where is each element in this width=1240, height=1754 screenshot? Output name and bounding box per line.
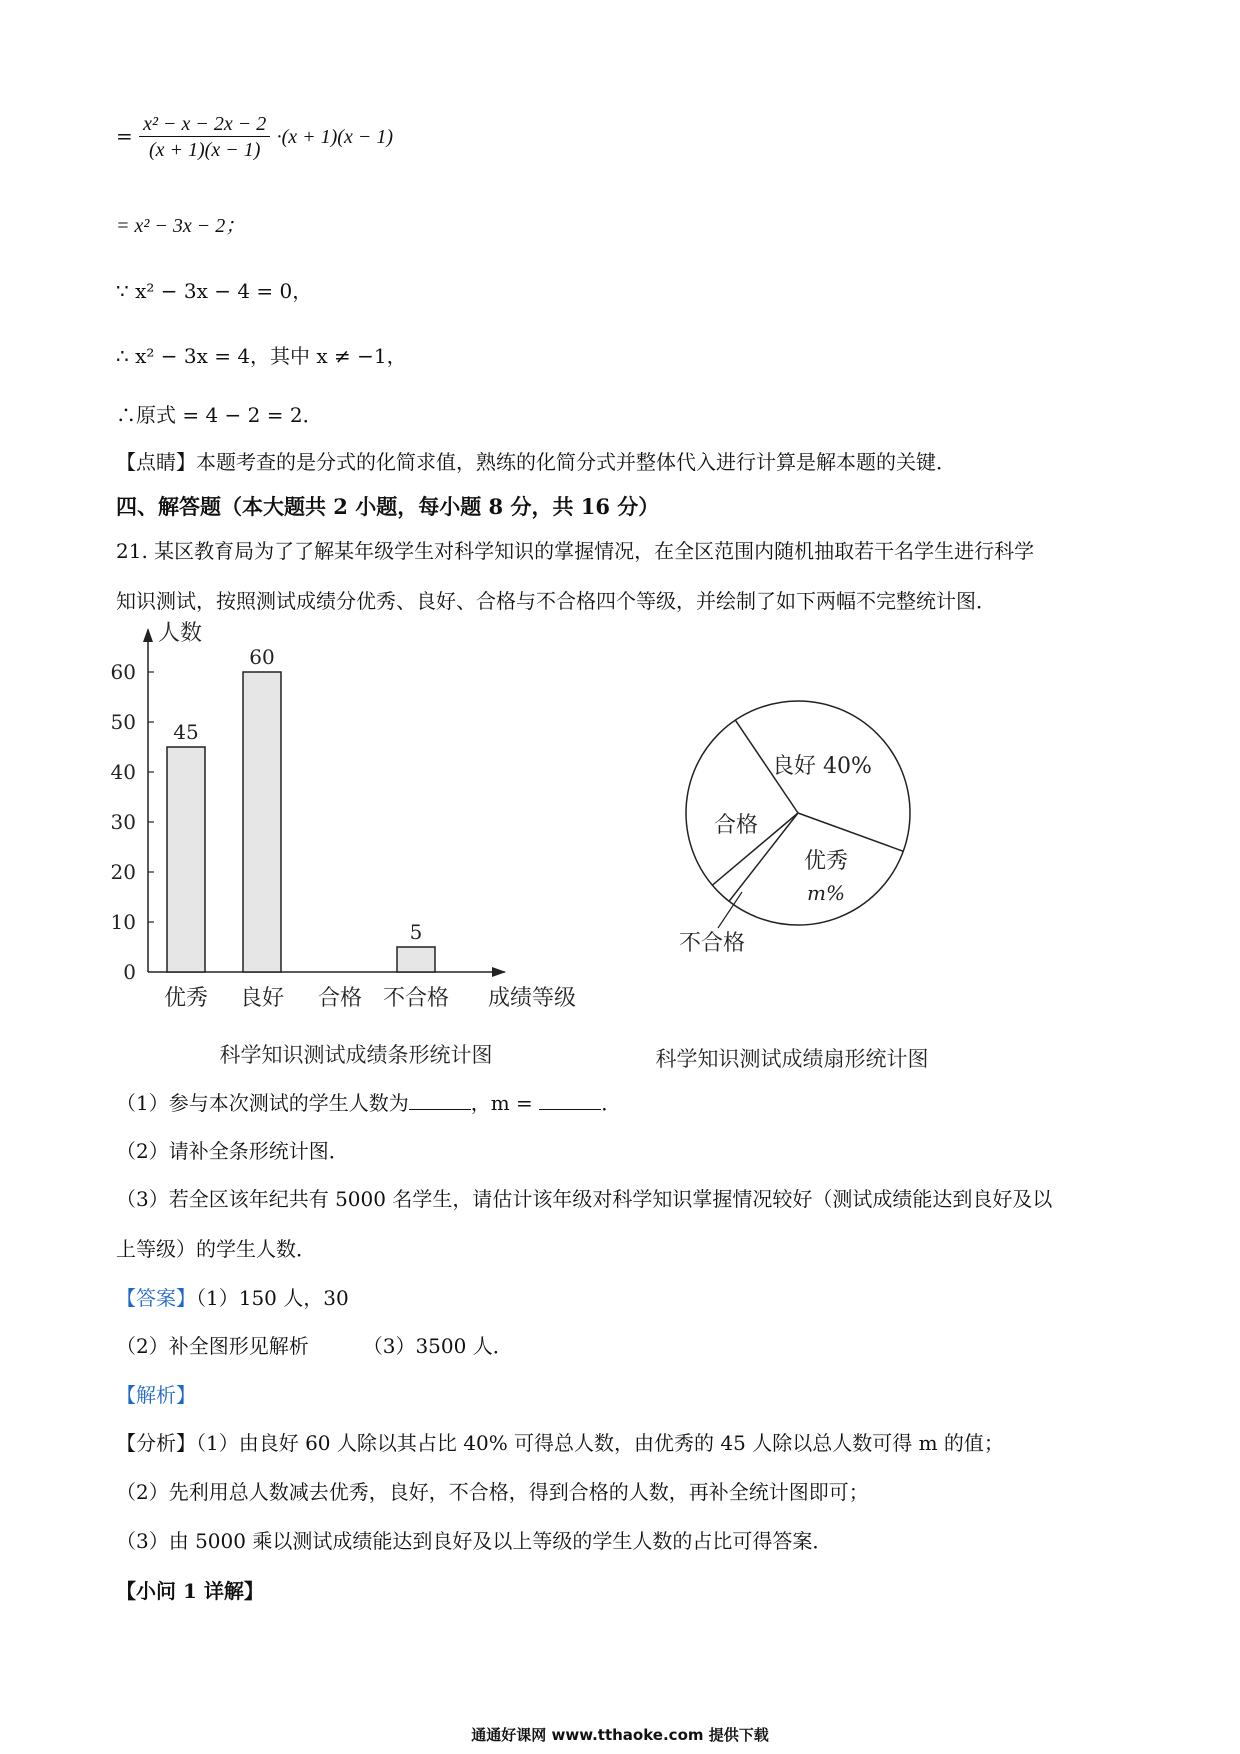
y-tick-label: 0 — [123, 960, 136, 984]
solution-line-4: ∴ x² − 3x = 4，其中 x ≠ −1， — [116, 344, 407, 368]
y-tick-label: 60 — [110, 660, 136, 684]
blank-total — [409, 1091, 471, 1110]
section-title: 四、解答题（本大题共 2 小题，每小题 8 分，共 16 分） — [116, 494, 660, 519]
pie-leader-line — [718, 892, 742, 928]
fraction — [139, 112, 270, 163]
question-part-1: （1）参与本次测试的学生人数为 ，m = ． — [116, 1091, 622, 1115]
y-tick-label: 10 — [110, 910, 136, 934]
analysis-line-2: （2）先利用总人数减去优秀，良好，不合格，得到合格的人数，再补全统计图即可； — [116, 1480, 869, 1504]
bar-value-label: 60 — [249, 645, 275, 669]
x-category-label: 合格 — [317, 986, 363, 1011]
pie-label-good: 良好 40% — [772, 754, 872, 779]
solution-line-3: ∵ x² − 3x − 4 = 0， — [116, 279, 313, 303]
bar-chart-title: 科学知识测试成绩条形统计图 — [219, 1043, 493, 1067]
y-tick-label: 30 — [110, 810, 136, 834]
fraction-tail: ·(x + 1)(x − 1) — [276, 126, 393, 148]
bar-value-label: 5 — [409, 920, 423, 944]
x-category-label: 不合格 — [382, 986, 450, 1011]
analysis-tag: 【解析】 — [116, 1383, 196, 1407]
question-line-2: 知识测试，按照测试成绩分优秀、良好、合格与不合格四个等级，并绘制了如下两幅不完整统计图． — [116, 589, 996, 613]
x-category-label: 优秀 — [163, 986, 209, 1011]
pie-label-excellent-sub: m% — [807, 881, 845, 905]
question-part-3a: （3）若全区该年纪共有 5000 名学生，请估计该年级对科学知识掌握情况较好（测试成绩能达到良好及以 — [116, 1187, 1053, 1211]
bar-chart — [111, 621, 576, 1067]
blank-m — [539, 1091, 601, 1110]
solution-line-1: = $\frac{\text{x² − x − 2x − 2}}{(x + 1)(x - 1)}$ ·(x + 1)(x − 1) — [116, 113, 393, 161]
y-tick-label: 40 — [110, 760, 136, 784]
fraction-numerator: x² − x − 2x − 2 — [139, 112, 270, 137]
comment-line: 【点睛】本题考查的是分式的化简求值，熟练的化简分式并整体代入进行计算是解本题的关键． — [116, 450, 956, 474]
bar — [243, 672, 281, 972]
analysis-line-3: （3）由 5000 乘以测试成绩能达到良好及以上等级的学生人数的占比可得答案． — [116, 1529, 833, 1553]
answer-line-2: （2）补全图形见解析 （3）3500 人． — [116, 1334, 513, 1358]
pie-chart — [656, 701, 929, 1070]
answer-line-1: 【答案】（1）150 人，30 — [116, 1286, 349, 1310]
solution-line-2: = x² − 3x − 2； — [116, 215, 246, 237]
analysis-line-4: 【小问 1 详解】 — [116, 1579, 264, 1603]
x-category-label: 良好 — [239, 986, 285, 1011]
charts-figure — [0, 610, 1240, 1070]
bar — [167, 747, 205, 972]
bar-value-label: 45 — [173, 720, 199, 744]
question-line-1: 21. 某区教育局为了了解某年级学生对科学知识的掌握情况，在全区范围内随机抽取若干名学生进行科学 — [116, 539, 1035, 563]
y-axis-label: 人数 — [158, 621, 203, 646]
y-axis-arrow — [143, 628, 153, 642]
answer-tag: 【答案】 — [116, 1286, 196, 1310]
footer-watermark: 通通好课网 www.tthaoke.com 提供下载 — [471, 1726, 769, 1744]
fraction-denominator: (x + 1)(x − 1) — [148, 139, 261, 161]
question-part-3b: 上等级）的学生人数． — [116, 1237, 316, 1261]
pie-label-fail: 不合格 — [678, 931, 746, 956]
pie-chart-title: 科学知识测试成绩扇形统计图 — [655, 1047, 929, 1070]
question-part-2: （2）请补全条形统计图． — [116, 1139, 349, 1163]
pie-label-excellent: 优秀 — [803, 849, 849, 874]
analysis-line-1: 【分析】（1）由良好 60 人除以其占比 40% 可得总人数，由优秀的 45 人除以总人数可得 m 的值； — [116, 1431, 1004, 1455]
y-tick-label: 20 — [110, 860, 136, 884]
solution-line-5: ∴原式 = 4 − 2 = 2． — [116, 403, 323, 427]
pie-label-pass: 合格 — [713, 813, 759, 838]
pie-slice-boundary — [798, 813, 903, 851]
x-axis-label: 成绩等级 — [488, 986, 577, 1011]
y-tick-label: 50 — [110, 710, 136, 734]
x-axis-arrow — [492, 967, 506, 977]
bar — [397, 947, 435, 972]
